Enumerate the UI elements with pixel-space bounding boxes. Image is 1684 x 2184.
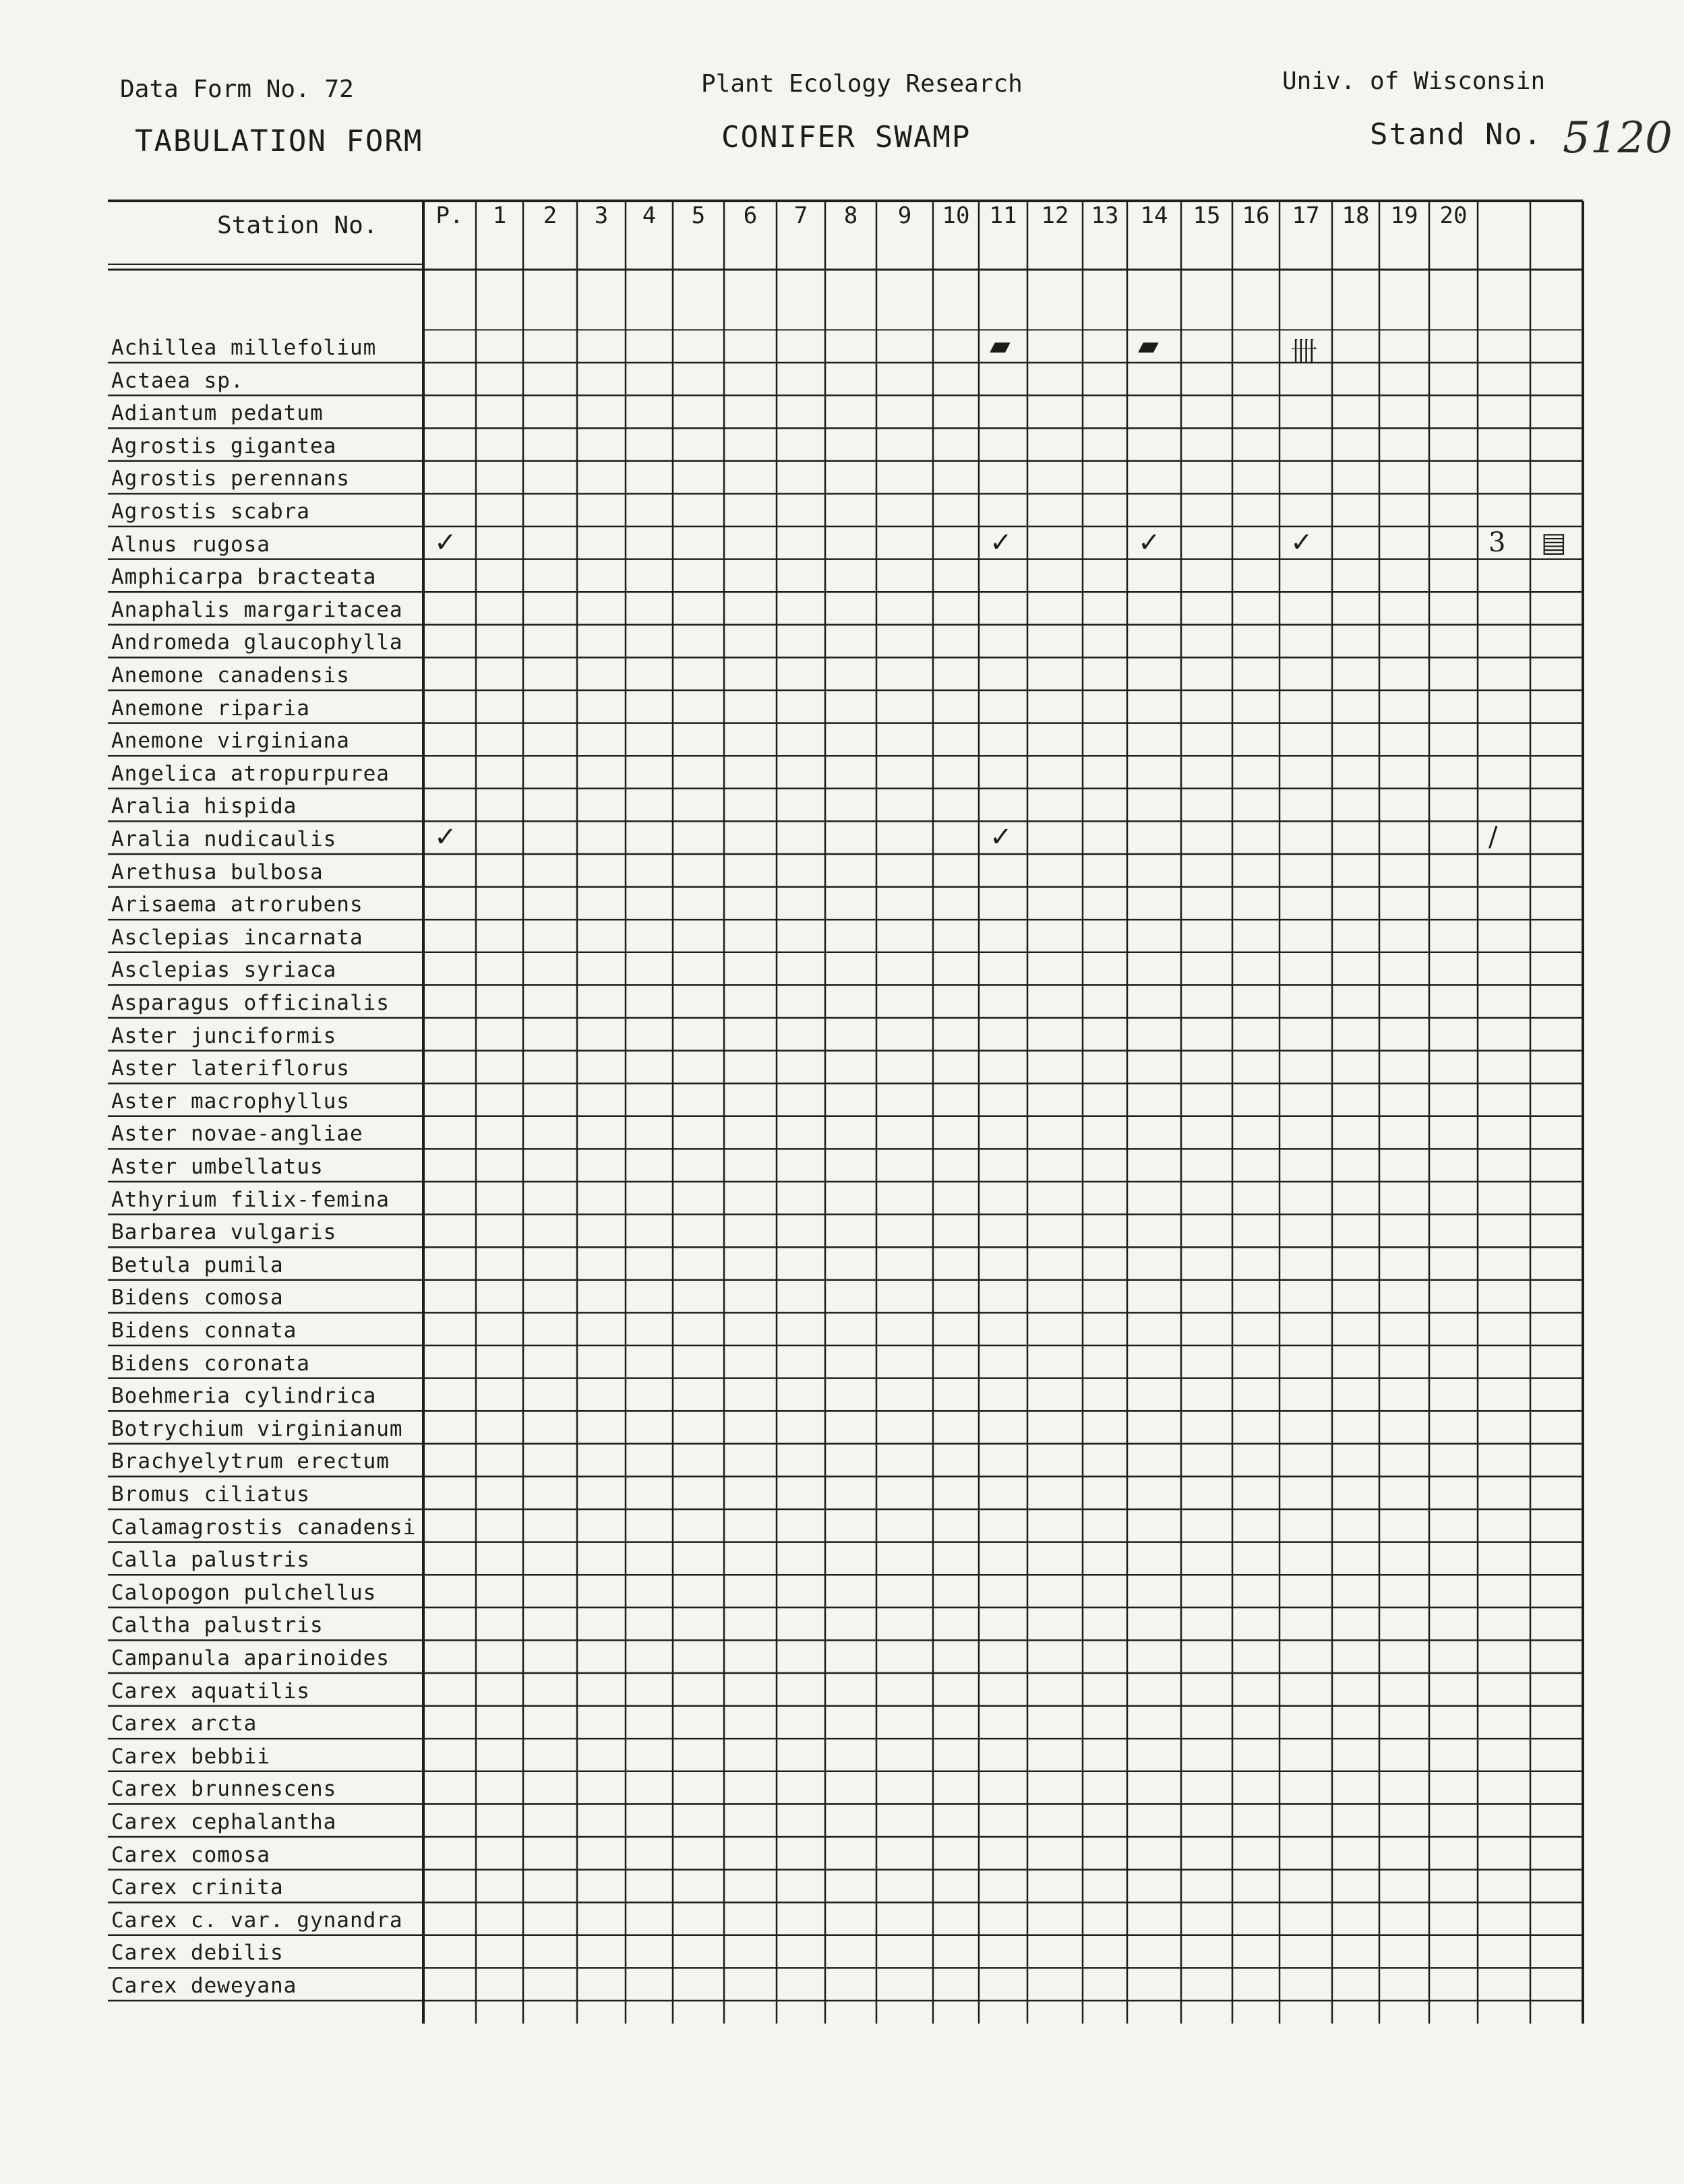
species-name: Bidens comosa [111, 1285, 284, 1310]
species-name: Aster lateriflorus [111, 1056, 350, 1081]
species-name: Andromeda glaucophylla [111, 630, 403, 655]
species-name: Carex crinita [111, 1875, 284, 1900]
tally-mark-tally: 卌 [1290, 336, 1317, 367]
species-name: Aster novae-angliae [111, 1122, 363, 1147]
community-title: CONIFER SWAMP [721, 120, 971, 154]
species-name: Anemone virginiana [111, 729, 350, 754]
station-column-header: 10 [942, 202, 970, 229]
species-name: Agrostis perennans [111, 466, 350, 491]
species-name: Actaea sp. [111, 368, 244, 393]
tally-mark-check: ✓ [434, 526, 457, 558]
species-name: Carex comosa [111, 1842, 270, 1867]
university-heading: Univ. of Wisconsin [1282, 67, 1546, 95]
species-name: Agrostis gigantea [111, 433, 337, 458]
tally-mark-check: ✓ [990, 526, 1013, 558]
station-column-header: P. [435, 202, 464, 229]
species-name: Anemone canadensis [111, 663, 350, 688]
station-column-header: 6 [743, 202, 758, 229]
species-name: Asparagus officinalis [111, 991, 390, 1015]
species-name: Carex c. var. gynandra [111, 1908, 403, 1933]
tally-mark-tally: ▤ [1541, 526, 1567, 558]
species-name: Botrychium virginianum [111, 1416, 403, 1441]
station-column-header: 8 [843, 202, 858, 229]
species-name: Anemone riparia [111, 696, 310, 721]
species-name: Carex bebbii [111, 1744, 270, 1769]
station-column-header: 4 [642, 202, 657, 229]
station-column-header: 2 [543, 202, 558, 229]
stand-number-label: Stand No. [1370, 117, 1543, 152]
species-name: Bidens coronata [111, 1351, 310, 1376]
species-name: Carex aquatilis [111, 1678, 310, 1703]
species-name: Achillea millefolium [111, 336, 377, 360]
tally-mark-note: 3 [1488, 526, 1506, 558]
station-column-header: 5 [691, 202, 706, 229]
species-name: Aralia nudicaulis [111, 827, 337, 851]
species-name: Asclepias syriaca [111, 958, 337, 983]
station-column-header: 20 [1439, 202, 1468, 229]
species-name: Amphicarpa bracteata [111, 565, 377, 590]
species-name: Athyrium filix-femina [111, 1187, 390, 1212]
species-name: Anaphalis margaritacea [111, 597, 403, 622]
form-title: TABULATION FORM [135, 124, 423, 158]
species-name: Calamagrostis canadensi [111, 1515, 417, 1540]
station-column-header: 16 [1242, 202, 1270, 229]
tally-mark-note: / [1488, 822, 1498, 853]
stand-number-value: 5120 [1563, 113, 1673, 163]
species-name: Angelica atropurpurea [111, 761, 390, 786]
species-name: Arethusa bulbosa [111, 859, 324, 884]
species-name: Bromus ciliatus [111, 1482, 310, 1507]
species-name: Aster macrophyllus [111, 1089, 350, 1114]
species-name: Carex brunnescens [111, 1777, 337, 1802]
form-number: Data Form No. 72 [120, 75, 354, 103]
station-column-header: 3 [594, 202, 609, 229]
species-name: Calla palustris [111, 1548, 310, 1573]
species-name: Calopogon pulchellus [111, 1580, 377, 1605]
species-name: Campanula aparinoides [111, 1646, 390, 1670]
station-column-header: 19 [1390, 202, 1418, 229]
station-column-header: 1 [492, 202, 507, 229]
species-name: Aralia hispida [111, 794, 297, 819]
station-column-header: 17 [1292, 202, 1320, 229]
station-number-label: Station No. [217, 212, 378, 239]
species-name: Agrostis scabra [111, 499, 310, 524]
station-column-header: 11 [989, 202, 1017, 229]
species-name: Bidens connata [111, 1318, 297, 1343]
species-name: Aster junciformis [111, 1023, 337, 1048]
tally-mark-check: ✓ [434, 822, 457, 853]
research-heading: Plant Ecology Research [701, 70, 1023, 98]
species-name: Caltha palustris [111, 1613, 324, 1638]
species-name: Carex debilis [111, 1941, 284, 1966]
station-column-header: 14 [1140, 202, 1168, 229]
species-name: Carex deweyana [111, 1974, 297, 1998]
species-name: Carex arcta [111, 1711, 258, 1736]
station-column-header: 7 [793, 202, 808, 229]
species-name: Adiantum pedatum [111, 401, 324, 426]
tally-mark-check: ✓ [1138, 526, 1161, 558]
species-name: Carex cephalantha [111, 1810, 337, 1834]
tally-mark-check: ✓ [1290, 526, 1313, 558]
station-column-header: 18 [1342, 202, 1370, 229]
station-column-header: 9 [897, 202, 912, 229]
species-name: Aster umbellatus [111, 1155, 324, 1179]
species-name: Boehmeria cylindrica [111, 1384, 377, 1409]
station-column-header: 12 [1041, 202, 1069, 229]
station-column-header: 15 [1193, 202, 1221, 229]
species-name: Alnus rugosa [111, 532, 270, 557]
tally-mark-scribble: ▰ [990, 330, 1011, 361]
species-name: Arisaema atrorubens [111, 892, 363, 917]
station-column-header: 13 [1091, 202, 1119, 229]
species-name: Barbarea vulgaris [111, 1220, 337, 1245]
species-name: Betula pumila [111, 1252, 284, 1277]
tally-mark-check: ✓ [990, 822, 1013, 853]
species-name: Asclepias incarnata [111, 925, 363, 950]
tally-mark-scribble: ▰ [1138, 330, 1159, 361]
species-name: Brachyelytrum erectum [111, 1449, 390, 1474]
